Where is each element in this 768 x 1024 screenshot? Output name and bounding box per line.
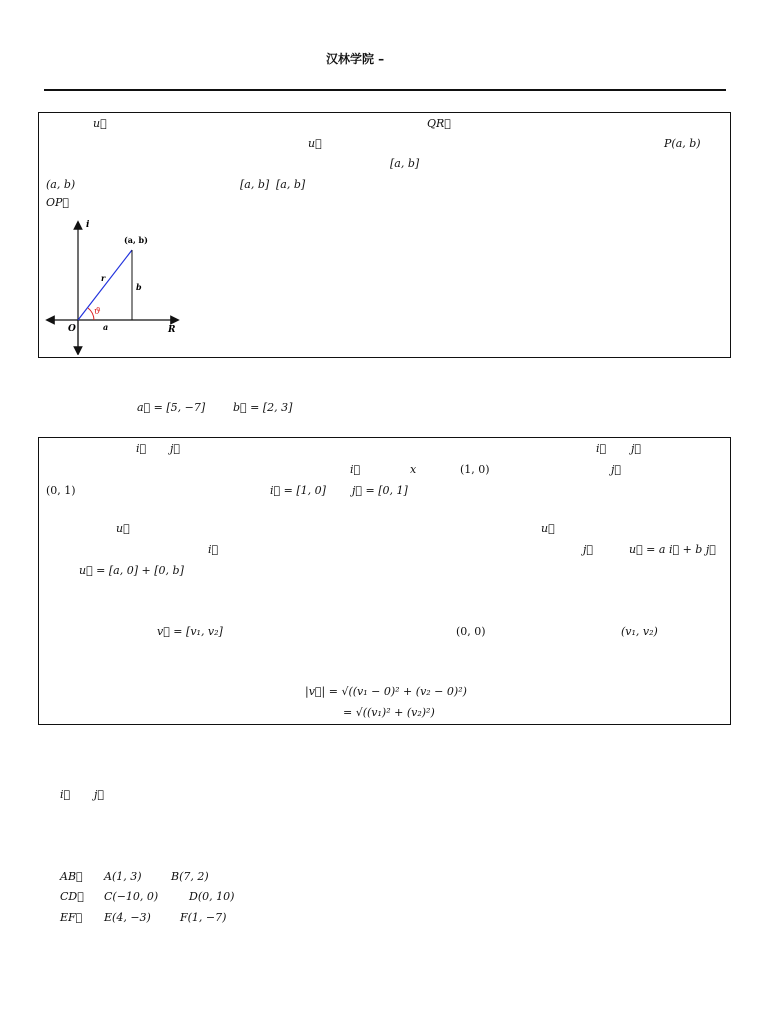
exercise-item-point-2: F(1, −7) [180, 911, 227, 924]
v-definition: v⃗ = [v₁, v₂] [157, 625, 223, 638]
page-header-title: 汉林学院 – [326, 52, 385, 66]
exercise-item-vector: EF⃗ [60, 911, 83, 924]
point-label: (a, b) [124, 235, 148, 245]
x-axis-label: R [168, 325, 176, 335]
header-rule [44, 89, 726, 91]
j-vector-4: j⃗ [583, 543, 594, 556]
exercise-item-point-1: E(4, −3) [104, 911, 151, 924]
angle-label: ϑ [94, 307, 101, 317]
bracket-ab-2: [a, b] [240, 178, 270, 191]
magnitude-formula-line-2: = √((v₁)² + (v₂)²) [343, 706, 435, 719]
y-axis-label: i [86, 220, 90, 230]
a-label: a [103, 322, 109, 332]
origin-point: (0, 0) [456, 625, 486, 638]
u-vector-3: u⃗ [116, 522, 130, 535]
u-vector-4: u⃗ [541, 522, 555, 535]
vector-b-definition: b⃗ = [2, 3] [233, 401, 293, 414]
j-vector-3: j⃗ [611, 463, 622, 476]
vector-diagram [40, 215, 190, 355]
exercise-item-vector: CD⃗ [60, 890, 84, 903]
i-vector-1: i⃗ [136, 442, 147, 455]
j-unit-definition: j⃗ = [0, 1] [352, 484, 408, 497]
bracket-ab: [a, b] [390, 157, 420, 170]
point-1-0: (1, 0) [460, 463, 490, 476]
i-vector-4: i⃗ [208, 543, 219, 556]
v-point: (v₁, v₂) [621, 625, 658, 638]
u-vector-symbol-2: u⃗ [308, 137, 322, 150]
paren-ab: (a, b) [46, 178, 76, 191]
op-vector-symbol: OP⃗ [46, 196, 70, 209]
exercise-item-vector: AB⃗ [60, 870, 83, 883]
point-0-1: (0, 1) [46, 484, 76, 497]
j-vector-1: j⃗ [170, 442, 181, 455]
i-vector-3: i⃗ [350, 463, 361, 476]
exercise-item-point-1: A(1, 3) [104, 870, 142, 883]
b-label: b [136, 282, 142, 292]
j-vector-2: j⃗ [631, 442, 642, 455]
u-vector-symbol: u⃗ [93, 117, 107, 130]
magnitude-formula-line-1: |v⃗| = √((v₁ − 0)² + (v₂ − 0)²) [305, 685, 467, 698]
u-linear-combination: u⃗ = a i⃗ + b j⃗ [629, 543, 716, 556]
exercise-item-point-2: B(7, 2) [171, 870, 209, 883]
i-unit-definition: i⃗ = [1, 0] [270, 484, 326, 497]
bracket-ab-3: [a, b] [276, 178, 306, 191]
u-component-sum: u⃗ = [a, 0] + [0, b] [79, 564, 184, 577]
exercise-item-point-2: D(0, 10) [189, 890, 235, 903]
exercise-i-vector: i⃗ [60, 788, 71, 801]
unit-vector-box [38, 437, 731, 725]
origin-label: O [68, 324, 76, 334]
qr-vector-symbol: QR⃗ [427, 117, 451, 130]
exercise-item-point-1: C(−10, 0) [104, 890, 159, 903]
i-vector-2: i⃗ [596, 442, 607, 455]
x-variable: x [410, 463, 417, 476]
point-p-ab: P(a, b) [664, 137, 701, 150]
vector-a-definition: a⃗ = [5, −7] [137, 401, 206, 414]
vector-r-line [78, 250, 132, 320]
r-label: r [101, 273, 106, 283]
exercise-j-vector: j⃗ [94, 788, 105, 801]
